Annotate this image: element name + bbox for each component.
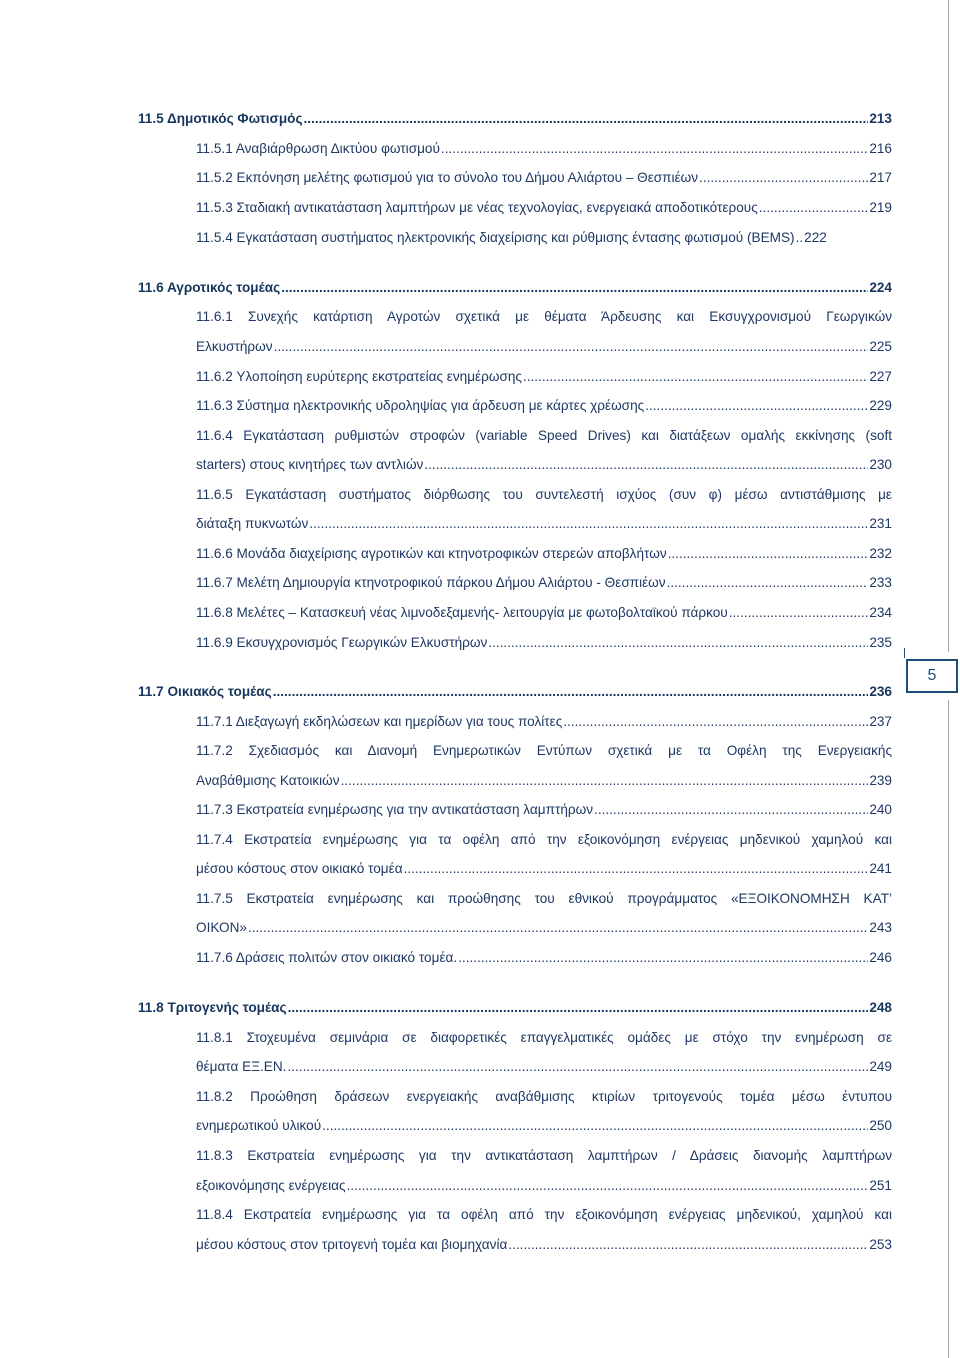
toc-entry-page: 224 — [869, 280, 892, 295]
toc-entry-title: 11.6.3 Σύστημα ηλεκτρονικής υδροληψίας για άρδευση με κάρτες χρέωσης — [196, 398, 645, 413]
toc-leader — [309, 515, 868, 533]
toc-entry-11-6-2[interactable] — [196, 368, 892, 386]
toc-entry-title: εξοικονόμησης ενέργειας — [196, 1178, 346, 1193]
toc-leader — [248, 919, 868, 937]
toc-entry-11-6-5-line1[interactable]: 11.6.5 Εγκατάσταση συστήματος διόρθωσης του συντελεστή ισχύος (συν φ) μέσω αντιστάθμισης με — [196, 487, 892, 502]
toc-entry-11-6-3[interactable] — [196, 397, 892, 415]
toc-entry-title: 11.7.6 Δράσεις πολιτών στον οικιακό τομέα. — [196, 950, 458, 965]
toc-entry-11-6-1-line1[interactable]: 11.6.1 Συνεχής κατάρτιση Αγροτών σχετικά με θέματα Άρδευσης και Εκσυγχρονισμού Γεωργικών — [196, 309, 892, 324]
toc-leader — [563, 713, 868, 731]
toc-entry-page: 213 — [869, 111, 892, 126]
page-number-badge — [906, 659, 958, 693]
toc-entry-page: 230 — [869, 457, 892, 472]
toc-entry-title: 11.8 Τριτογενής τομέας — [138, 1000, 287, 1015]
toc-entry-title: ΟΙΚΟΝ» — [196, 920, 247, 935]
toc-entry-page: 232 — [869, 546, 892, 561]
toc-entry-title: 11.7 Οικιακός τομέας — [138, 684, 272, 699]
toc-entry-11-8-2-line1[interactable]: 11.8.2 Προώθηση δράσεων ενεργειακής αναβάθμισης κτιρίων τριτογενούς τομέα μέσω έντυπου — [196, 1089, 892, 1104]
toc-entry-11-6-5[interactable] — [196, 515, 892, 533]
toc-entry-title: starters) στους κινητήρες των αντλιών — [196, 457, 424, 472]
toc-entry-page: 250 — [869, 1118, 892, 1133]
toc-entry-11-7[interactable] — [138, 683, 892, 701]
toc-entry-title: 11.5.2 Εκπόνηση μελέτης φωτισμού για το σύνολο του Δήμου Αλιάρτου – Θεσπιέων — [196, 170, 699, 185]
toc-entry-page: 237 — [869, 714, 892, 729]
toc-entry-page: 219 — [869, 200, 892, 215]
toc-entry-11-8-1-line1[interactable]: 11.8.1 Στοχευμένα σεμινάρια σε διαφορετικές επαγγελματικές ομάδες με στόχο την ενημέρωση σε — [196, 1030, 892, 1045]
toc-entry-page: 236 — [869, 684, 892, 699]
toc-entry-page: 251 — [869, 1178, 892, 1193]
toc-leader — [341, 772, 869, 790]
toc-entry-11-8-4-line1[interactable]: 11.8.4 Εκστρατεία ενημέρωσης για τα οφέλη από την εξοικονόμηση ενέργειας μηδενικού, χαμηλού και — [196, 1207, 892, 1222]
toc-entry-page: 253 — [869, 1237, 892, 1252]
toc-entry-page: 227 — [869, 369, 892, 384]
toc-leader — [759, 199, 869, 217]
toc-entry-11-8-4[interactable] — [196, 1236, 892, 1254]
toc-entry-title: ενημερωτικού υλικού — [196, 1118, 322, 1133]
toc-leader — [458, 949, 868, 967]
toc-entry-title: 11.5.4 Εγκατάσταση συστήματος ηλεκτρονικής διαχείρισης και ρύθμισης έντασης φωτισμού (BEMS) — [196, 230, 795, 245]
toc-entry-title: 11.5 Δημοτικός Φωτισμός — [138, 111, 303, 126]
right-margin-rule-lower — [948, 700, 949, 1358]
toc-leader — [594, 801, 868, 819]
toc-entry-page: 229 — [869, 398, 892, 413]
toc-entry-11-7-2[interactable] — [196, 772, 892, 790]
toc-entry-11-8-2[interactable] — [196, 1117, 892, 1135]
toc-leader — [281, 279, 868, 297]
toc-entry-11-6-4-line1[interactable]: 11.6.4 Εγκατάσταση ρυθμιστών στροφών (variable Speed Drives) και διατάξεων ομαλής εκκίνησης (soft — [196, 428, 892, 443]
toc-entry-page: 235 — [869, 635, 892, 650]
toc-entry-11-6[interactable] — [138, 279, 892, 297]
toc-entry-title: 11.5.1 Αναβιάρθρωση Δικτύου φωτισμού — [196, 141, 440, 156]
toc-entry-title: Ελκυστήρων — [196, 339, 273, 354]
toc-leader — [322, 1117, 868, 1135]
toc-entry-11-7-1[interactable] — [196, 713, 892, 731]
toc-entry-11-7-2-line1[interactable]: 11.7.2 Σχεδιασμός και Διανομή Ενημερωτικών Εντύπων σχετικά με τα Οφέλη της Ενεργειακής — [196, 743, 892, 758]
toc-entry-page: 231 — [869, 516, 892, 531]
toc-leader — [667, 574, 869, 592]
right-margin-rule — [948, 0, 949, 652]
toc-entry-title: 11.6 Αγροτικός τομέας — [138, 280, 281, 295]
toc-entry-page: 243 — [869, 920, 892, 935]
toc-entry-11-7-3[interactable] — [196, 801, 892, 819]
toc-leader — [523, 368, 868, 386]
toc-entry-11-6-8[interactable] — [196, 604, 892, 622]
toc-entry-title: διάταξη πυκνωτών — [196, 516, 309, 531]
toc-entry-title: 11.7.1 Διεξαγωγή εκδηλώσεων και ημερίδων για τους πολίτες — [196, 714, 563, 729]
toc-entry-page: 249 — [869, 1059, 892, 1074]
toc-entry-11-7-5[interactable] — [196, 919, 892, 937]
toc-leader — [274, 338, 869, 356]
toc-entry-page: 225 — [869, 339, 892, 354]
toc-entry-11-8[interactable] — [138, 999, 892, 1017]
toc-leader — [288, 999, 869, 1017]
toc-leader — [273, 683, 869, 701]
toc-entry-page: 216 — [869, 141, 892, 156]
toc-entry-11-6-6[interactable] — [196, 545, 892, 563]
toc-entry-11-8-3[interactable] — [196, 1177, 892, 1195]
toc-entry-title: 11.6.8 Μελέτες – Κατασκευή νέας λιμνοδεξαμενής- λειτουργία με φωτοβολταϊκού πάρκου — [196, 605, 728, 620]
toc-entry-title: 11.7.3 Εκστρατεία ενημέρωσης για την αντικατάσταση λαμπτήρων — [196, 802, 594, 817]
toc-entry-page: 240 — [869, 802, 892, 817]
toc-entry-11-6-9[interactable] — [196, 634, 892, 652]
toc-entry-11-5-1[interactable] — [196, 140, 892, 158]
toc-leader — [424, 456, 868, 474]
toc-entry-page: 239 — [869, 773, 892, 788]
toc-entry-title: 11.6.6 Μονάδα διαχείρισης αγροτικών και κτηνοτροφικών στερεών αποβλήτων — [196, 546, 667, 561]
toc-entry-title: Αναβάθμισης Κατοικιών — [196, 773, 340, 788]
toc-entry-11-6-1[interactable] — [196, 338, 892, 356]
toc-leader: .. — [795, 230, 804, 245]
toc-leader — [441, 140, 868, 158]
toc-leader — [729, 604, 869, 622]
toc-entry-page: 233 — [869, 575, 892, 590]
toc-entry-11-7-4-line1[interactable]: 11.7.4 Εκστρατεία ενημέρωσης για τα οφέλη από την εξοικονόμηση ενέργειας μηδενικού χαμηλού και — [196, 832, 892, 847]
toc-leader — [287, 1058, 868, 1076]
toc-entry-title: 11.6.7 Μελέτη Δημιουργία κτηνοτροφικού πάρκου Δήμου Αλιάρτου - Θεσπιέων — [196, 575, 666, 590]
toc-entry-title: 11.5.3 Σταδιακή αντικατάσταση λαμπτήρων με νέας τεχνολογίας, ενεργειακά αποδοτικότερους — [196, 200, 758, 215]
toc-entry-page: 217 — [869, 170, 892, 185]
toc-entry-page: 234 — [869, 605, 892, 620]
toc-entry-page: 241 — [869, 861, 892, 876]
toc-entry-11-5[interactable] — [138, 110, 892, 128]
toc-entry-11-7-4[interactable] — [196, 860, 892, 878]
toc-entry-page: 246 — [869, 950, 892, 965]
toc-leader — [508, 1236, 868, 1254]
page-number: 5 — [927, 667, 937, 684]
toc-entry-title: 11.6.9 Εκσυγχρονισμός Γεωργικών Ελκυστήρων — [196, 635, 488, 650]
toc-entry-title: 11.6.2 Υλοποίηση ευρύτερης εκστρατείας ενημέρωσης — [196, 369, 522, 384]
page-badge-tick — [904, 648, 905, 658]
toc-leader — [347, 1177, 869, 1195]
toc-entry-title: μέσου κόστους στον οικιακό τομέα — [196, 861, 403, 876]
toc-entry-title: θέματα ΕΞ.ΕΝ. — [196, 1059, 287, 1074]
toc-entry-11-5-2[interactable] — [196, 169, 892, 187]
toc-entry-11-5-3[interactable] — [196, 199, 892, 217]
toc-entry-page: 222 — [804, 230, 827, 245]
toc-entry-page: 248 — [869, 1000, 892, 1015]
toc-entry-11-8-3-line1[interactable]: 11.8.3 Εκστρατεία ενημέρωσης για την αντικατάσταση λαμπτήρων / Δράσεις διανομής λαμπτήρων — [196, 1148, 892, 1163]
toc-leader — [645, 397, 868, 415]
toc-leader — [699, 169, 868, 187]
toc-leader — [404, 860, 869, 878]
toc-entry-title: μέσου κόστους στον τριτογενή τομέα και βιομηχανία — [196, 1237, 508, 1252]
toc-leader — [668, 545, 869, 563]
toc-entry-11-6-7[interactable] — [196, 574, 892, 592]
toc-leader — [488, 634, 868, 652]
toc-entry-11-7-5-line1[interactable]: 11.7.5 Εκστρατεία ενημέρωσης και προώθησης του εθνικού προγράμματος «ΕΞΟΙΚΟΝΟΜΗΣΗ ΚΑΤ’ — [196, 891, 892, 906]
toc-entry-11-8-1[interactable] — [196, 1058, 892, 1076]
toc-leader — [304, 110, 869, 128]
toc-entry-11-7-6[interactable] — [196, 949, 892, 967]
toc-entry-11-5-4[interactable] — [196, 229, 892, 247]
toc-entry-11-6-4[interactable] — [196, 456, 892, 474]
